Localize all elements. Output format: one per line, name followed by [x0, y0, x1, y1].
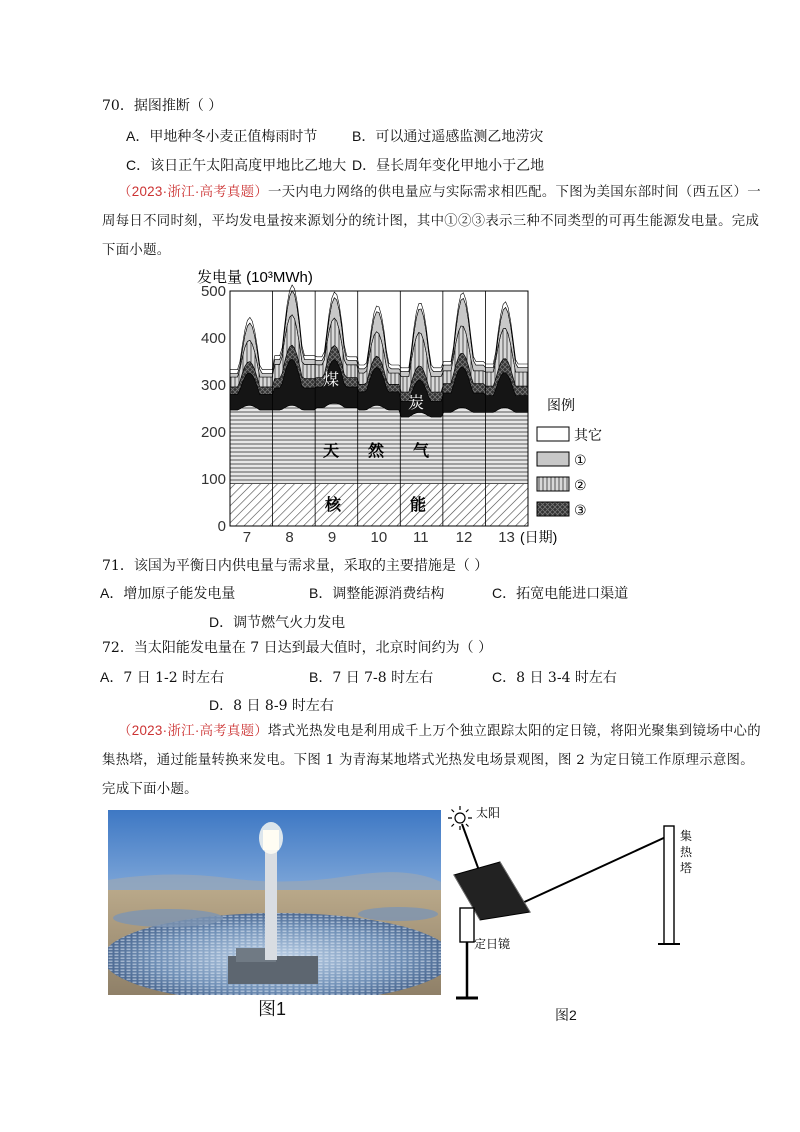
passage-1-source: （2023·浙江·高考真题） — [118, 184, 269, 199]
q71-option-b: B．调整能源消费结构 — [309, 585, 445, 602]
legend-swatch-3 — [537, 502, 569, 516]
passage-1 — [102, 177, 762, 265]
area-label-nuclear-1: 核 — [325, 497, 342, 514]
y-tick-label: 0 — [217, 518, 226, 535]
passage-2-source: （2023·浙江·高考真题） — [118, 723, 269, 738]
legend-swatch-2 — [537, 477, 569, 491]
y-tick-label: 100 — [200, 471, 226, 488]
q71-option-a: A．增加原子能发电量 — [100, 585, 236, 602]
tower-label-2: 热 — [680, 845, 693, 859]
q72-option-a: A．7 日 1-2 时左右 — [100, 669, 225, 686]
chart-y-axis-label: 发电量 (10³MWh) — [197, 269, 313, 286]
q71-stem: 71．该国为平衡日内供电量与需求量，采取的主要措施是（ ） — [102, 558, 489, 574]
q70-option-a: A．甲地种冬小麦正值梅雨时节 — [126, 128, 318, 145]
q70-option-c: C．该日正午太阳高度甲地比乙地大 — [126, 157, 347, 174]
legend-label-other: 其它 — [574, 427, 602, 443]
tower-label-1: 集 — [680, 829, 693, 843]
area-label-gas-1: 天 — [323, 443, 340, 460]
q70-option-b: B．可以通过遥感监测乙地涝灾 — [352, 128, 544, 145]
passage-2 — [102, 716, 762, 804]
area-label-nuclear-2: 能 — [410, 497, 427, 514]
heliostat-box — [460, 908, 474, 942]
legend-swatch-1 — [537, 452, 569, 466]
x-tick-label: 13 — [498, 529, 515, 546]
area-label-coal-2: 炭 — [408, 395, 425, 412]
q72-stem: 72．当太阳能发电量在 7 日达到最大值时，北京时间约为（ ） — [102, 640, 493, 656]
q72-option-d: D．8 日 8-9 时左右 — [209, 697, 334, 714]
q72-option-b: B．7 日 7-8 时左右 — [309, 669, 434, 686]
area-label-gas-3: 气 — [413, 443, 430, 460]
x-tick-label: 10 — [370, 529, 388, 546]
figure-2-heliostat-diagram — [440, 800, 710, 1030]
x-tick-label: 7 — [242, 529, 252, 546]
x-tick-label: 9 — [327, 529, 337, 546]
figure-1-caption: 图1 — [258, 999, 287, 1019]
q72-option-c: C．8 日 3-4 时左右 — [492, 669, 617, 686]
chart-x-axis-label: (日期) — [520, 529, 558, 545]
legend-title: 图例 — [547, 397, 575, 413]
sun-label: 太阳 — [476, 806, 501, 820]
y-tick-label: 400 — [200, 330, 226, 347]
tower-label-3: 塔 — [680, 861, 693, 875]
reflected-ray — [520, 836, 668, 904]
q71-option-c: C．拓宽电能进口渠道 — [492, 585, 629, 602]
chart-legend — [537, 397, 602, 518]
legend-label-2: ② — [574, 477, 587, 493]
legend-label-1: ① — [574, 452, 587, 468]
q70-option-d: D．昼长周年变化甲地小于乙地 — [352, 157, 545, 174]
y-tick-label: 200 — [200, 424, 226, 441]
y-tick-label: 500 — [200, 283, 226, 300]
power-generation-chart — [185, 262, 615, 552]
figure-2-caption: 图2 — [555, 1007, 577, 1023]
sun-icon — [448, 806, 472, 830]
q71-option-d: D．调节燃气火力发电 — [209, 614, 346, 631]
x-tick-label: 11 — [413, 529, 429, 546]
passage-1-text: 一天内电力网络的供电量应与实际需求相匹配。下图为美国东部时间（西五区）一周每日不同时刻，平均发电量按来源划分的统计图，其中①②③表示三种不同类型的可再生能源发电量。完成下面小题。 — [102, 185, 761, 258]
q70-stem: 70．据图推断（ ） — [102, 98, 223, 114]
area-label-coal-1: 煤 — [323, 372, 340, 389]
area-nuclear — [230, 484, 528, 526]
heat-collecting-tower — [664, 826, 674, 944]
x-tick-label: 12 — [455, 529, 473, 546]
figure-1-solar-tower-photo — [108, 810, 441, 995]
y-tick-label: 300 — [200, 377, 226, 394]
x-tick-label: 8 — [285, 529, 294, 546]
area-label-gas-2: 然 — [368, 443, 385, 460]
legend-label-3: ③ — [574, 502, 587, 518]
passage-2-text: 塔式光热发电是利用成千上万个独立跟踪太阳的定日镜，将阳光聚集到镜场中心的集热塔，通过能量转换来发电。下图 1 为青海某地塔式光热发电场景观图，图 2 为定日镜工作原理示意图。完成下面小题。 — [102, 724, 761, 797]
legend-swatch-other — [537, 427, 569, 441]
heliostat-label: 定日镜 — [474, 937, 511, 951]
